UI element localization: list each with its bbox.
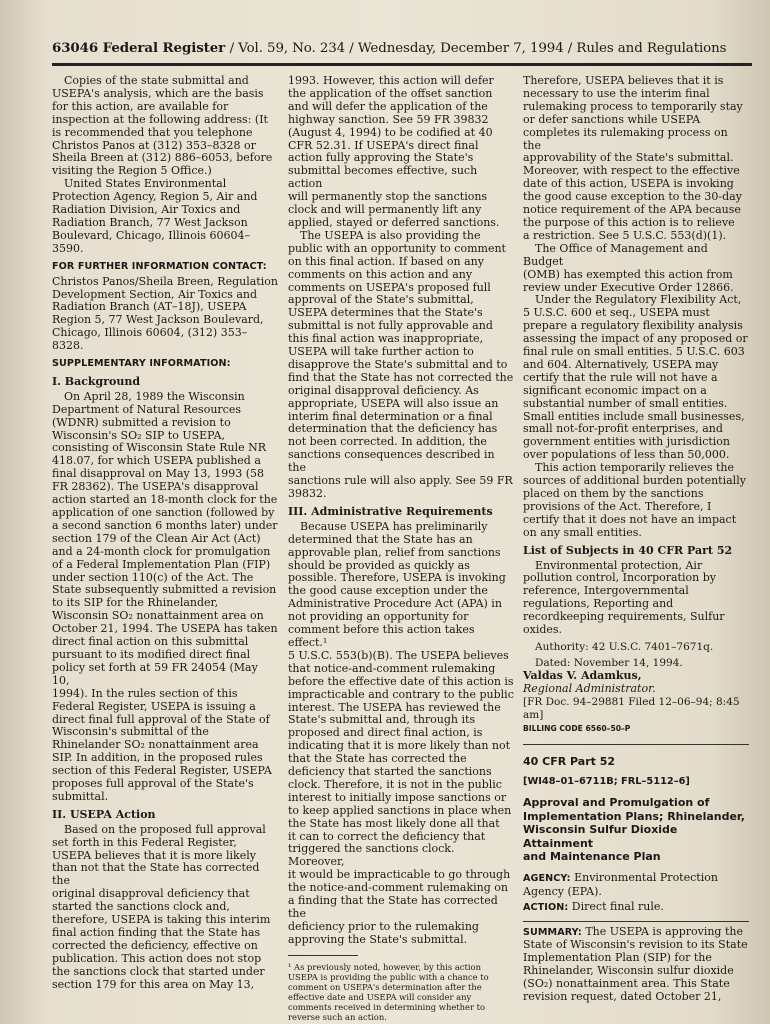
signer-name: Valdas V. Adamkus, (523, 668, 642, 682)
background-paragraph: On April 28, 1989 the Wisconsin Department of Natural Resources (WDNR) submitted a revision to Wisconsin's SO₂ SIP to USEPA, consisting of Wisconsin State Rule NR 418.07, for which USEPA published a final disapproval on May 13, 1993 (58 FR 28362). The USEPA's disapproval action started an 18-month clock for the application of one sanction (followed by a second sanction 6 months later) under section 179 of the Clean Air Act (Act) and a 24-month clock for promulgation of a Federal Implementation Plan (FIP) under section 110(c) of the Act. The State subsequently submitted a revision to its SIP for the Rhinelander, Wisconsin SO₂ nonattainment area on October 21, 1994. The USEPA has taken direct final action on this submittal pursuant to its modified direct final policy set forth at 59 FR 24054 (May 10, 1994). In the rules section of this Federal Register, USEPA is issuing a direct final full approval of the State of Wisconsin's submittal of the Rhinelander SO₂ nonattainment area SIP. In addition, in the proposed rules section of this Federal Register, USEPA proposes full approval of the State's submittal. (52, 389, 278, 803)
docket-number: [WI48–01–6711B; FRL–5112–6] (523, 775, 690, 787)
rule-title: Approval and Promulgation of Implementation Plans; Rhinelander, Wisconsin Sulfur Dioxide Attainment and Maintenance Plan (523, 796, 745, 864)
action-text: Direct final rule. (568, 899, 664, 913)
billing-code: BILLING CODE 6560–50–P (523, 724, 631, 734)
fr-doc-line: [FR Doc. 94–29881 Filed 12–06–94; 8:45 am] (523, 695, 740, 721)
running-header (52, 40, 757, 64)
column-3 (523, 75, 749, 1004)
contact-heading: FOR FURTHER INFORMATION CONTACT: (52, 260, 267, 272)
summary-divider (523, 921, 749, 922)
subjects-list: Environmental protection, Air pollution control, Incorporation by reference, Intergovernmental regulations, Reporting and recordkeeping requirements, Sulfur oxides. (523, 558, 725, 637)
usepa-action-paragraph: Based on the proposed full approval set forth in this Federal Register, USEPA believes that it is more likely than not that the State has corrected the original disapproval deficiency that started the sanctions clock and, therefore, USEPA is taking this interim final action finding that the State has corrected the deficiency, effective on publication. This action does not stop the sanctions clock that started under section 179 for this area on May 13, (52, 822, 271, 991)
header-rule (52, 63, 752, 66)
comment-opportunity-paragraph: The USEPA is also providing the public with an opportunity to comment on this final action. If based on any comments on this action and any comments on USEPA's proposed full approval of the State's submittal, USEPA determines that the State's submittal is not fully approvable and this final action was inappropriate, USEPA will take further action to disapprove the State's submittal and to find that the State has not corrected the original disapproval deficiency. As appropriate, USEPA will also issue an interim final determination or a final determination that the deficiency has not been corrected. In addition, the sanctions consequences described in the sanctions rule will also apply. See 59 FR 39832. (288, 228, 514, 500)
contact-text: Christos Panos/Sheila Breen, Regulation Development Section, Air Toxics and Radiation Branch (AT–18J), USEPA Region 5, 77 West Jackson Boulevard, Chicago, Illinois 60604, (312) 353–8328. (52, 274, 278, 353)
column-1 (52, 75, 278, 992)
dated-line: Dated: November 14, 1994. (535, 656, 683, 669)
summary-label: SUMMARY: (523, 926, 582, 938)
page-number: 63046 (52, 40, 99, 56)
supplementary-heading: SUPPLEMENTARY INFORMATION: (52, 358, 231, 370)
certification-paragraph: This action temporarily relieves the sources of additional burden potentially placed on them by the sanctions provisions of the Act. Therefore, I certify that it does not have an impact on any small entities. (523, 461, 746, 539)
footnote-1: ¹ As previously noted, however, by this action USEPA is providing the public with a chance to comment on USEPA's determination after the effective date and USEPA will consider any comments received in determining whether to reverse such an action. (288, 961, 489, 1022)
subjects-heading: List of Subjects in 40 CFR Part 52 (523, 543, 733, 557)
agency-label: AGENCY: (523, 872, 571, 884)
administrative-heading: III. Administrative Requirements (288, 504, 493, 518)
deferral-paragraph: 1993. However, this action will defer the application of the offset sanction and will defer the application of the highway sanction. See 59 FR 39832 (August 4, 1994) to be codified at 40 CFR 52.31. If USEPA's direct final action fully approving the State's submittal becomes effective, such action will permanently stop the sanctions clock and will permanently lift any applied, stayed or deferred sanctions. (288, 74, 500, 229)
action-label: ACTION: (523, 901, 569, 913)
interim-rule-paragraph: Therefore, USEPA believes that it is necessary to use the interim final rulemaking process to temporarily stay or defer sanctions while USEPA completes its rulemaking process on the approvability of the State's submittal. Moreover, with respect to the effective date of this action, USEPA is invoking the good cause exception to the 30-day notice requirement of the APA because the purpose of this action is to relieve a restriction. See 5 U.S.C. 553(d)(1). (523, 74, 743, 242)
signer-title: Regional Administrator. (523, 681, 656, 695)
agency-text: Environmental Protection Agency (EPA). (523, 870, 718, 898)
footnote-rule (288, 955, 358, 956)
publication-name: Federal Register (102, 40, 226, 56)
authority-line: Authority: 42 U.S.C. 7401–7671q. (535, 640, 714, 653)
section-divider (523, 744, 749, 745)
omb-paragraph: The Office of Management and Budget (OMB) has exempted this action from review under Executive Order 12866. (523, 241, 734, 294)
epa-address-paragraph: United States Environmental Protection Agency, Region 5, Air and Radiation Division, Air Toxics and Radiation Branch, 77 West Jackson Boulevard, Chicago, Illinois 60604– 3590. (52, 177, 258, 255)
regulatory-flexibility-paragraph: Under the Regulatory Flexibility Act, 5 U.S.C. 600 et seq., USEPA must prepare a regulatory flexibility analysis assessing the impact of any proposed or final rule on small entities. 5 U.S.C. 603 and 604. Alternatively, USEPA may certify that the rule will not have a significant economic impact on a substantial number of small entities. Small entities include small businesses, small not-for-profit enterprises, and government entities with jurisdiction over populations of less than 50,000. (523, 293, 748, 462)
cfr-part-heading: 40 CFR Part 52 (523, 755, 616, 769)
copies-paragraph: Copies of the state submittal and USEPA's analysis, which are the basis for this action, are available for inspection at the following address: (It is recommended that you telephone Christos Panos at (312) 353–8328 or Sheila Breen at (312) 886–6053, before visiting the Region 5 Office.) (52, 74, 273, 178)
issue-details: / Vol. 59, No. 234 / Wednesday, December 7, 1994 / Rules and Regulations (229, 41, 727, 56)
usepa-action-heading: II. USEPA Action (52, 807, 156, 821)
background-heading: I. Background (52, 374, 141, 388)
administrative-paragraph: Because USEPA has preliminarily determined that the State has an approvable plan, relief from sanctions should be provided as quickly as possible. Therefore, USEPA is invoking the good cause exception under the Administrative Procedure Act (APA) in not providing an opportunity for comment before this action takes effect.¹ 5 U.S.C. 553(b)(B). The USEPA believes that notice-and-comment rulemaking before the effective date of this action is impracticable and contrary to the public interest. The USEPA has reviewed the State's submittal and, through its proposed and direct final action, is indicating that it is more likely than not that the State has corrected the deficiency that started the sanctions clock. Therefore, it is not in the public interest to initially impose sanctions or to keep applied sanctions in place when the State has most likely done all that it can to correct the deficiency that triggered the sanctions clock. Moreover, it would be impracticable to go through the notice-and-comment rulemaking on a finding that the State has corrected the deficiency prior to the rulemaking approving the State's submittal. (288, 519, 514, 946)
column-2 (288, 75, 514, 1022)
summary-text: The USEPA is approving the State of Wisconsin's revision to its State Implementation Plan (SIP) for the Rhinelander, Wisconsin sulfur dioxide (SO₂) nonattainment area. This State revision request, dated October 21, (523, 924, 748, 1004)
